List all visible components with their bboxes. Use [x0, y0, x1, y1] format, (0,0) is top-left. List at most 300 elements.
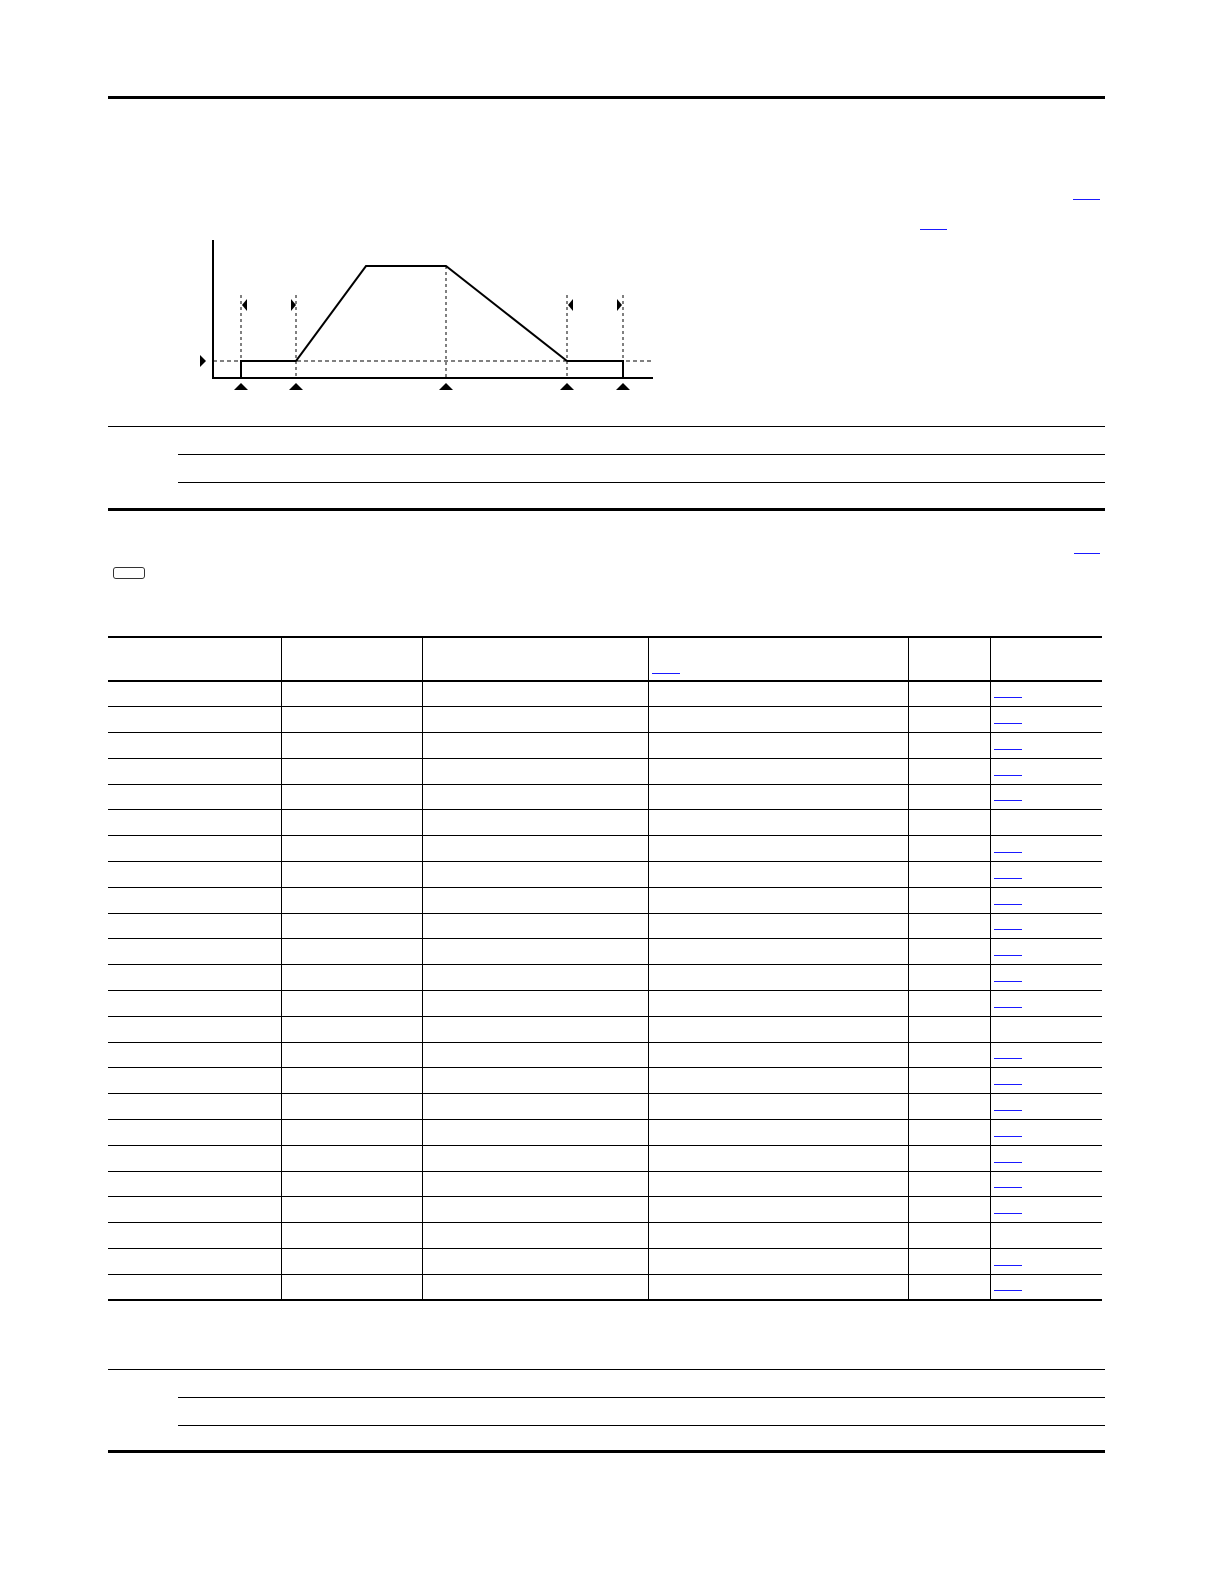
cell-text	[108, 960, 281, 964]
cell-text	[909, 831, 990, 835]
table-cell-reference[interactable]	[990, 965, 1102, 991]
table-row	[108, 681, 1102, 707]
timing-arrow-icon	[568, 299, 573, 311]
cell-text	[649, 780, 908, 784]
table-cell	[108, 733, 281, 759]
table-cell	[281, 784, 422, 810]
table-cell	[422, 1068, 648, 1094]
table-cell	[108, 862, 281, 888]
cell-text	[282, 986, 422, 990]
table-header-row	[108, 637, 1102, 681]
cell-text	[282, 1038, 422, 1042]
table-cell	[648, 1120, 908, 1146]
table-cell	[281, 1223, 422, 1249]
cross-reference-link[interactable]	[1074, 553, 1100, 554]
table-cell	[422, 862, 648, 888]
cell-text	[282, 1192, 422, 1196]
table-header-cell	[990, 637, 1102, 681]
page-reference-link[interactable]	[994, 1136, 1022, 1137]
table-cell	[648, 784, 908, 810]
timing-arrow-icon	[617, 299, 622, 311]
table-cell	[108, 681, 281, 707]
cell-text	[649, 1244, 908, 1248]
table-row	[108, 1094, 1102, 1120]
cell-text	[909, 857, 990, 861]
cell-text	[423, 831, 648, 835]
page-reference-link[interactable]	[994, 929, 1022, 930]
cell-text	[909, 1063, 990, 1067]
table-cell	[908, 1223, 990, 1249]
table-cell-reference[interactable]	[990, 1274, 1102, 1300]
table-cell	[908, 1042, 990, 1068]
cell-text	[649, 728, 908, 732]
table-cell	[281, 1042, 422, 1068]
rounded-key-icon	[113, 567, 145, 579]
cell-text	[282, 805, 422, 809]
table-cell	[108, 1042, 281, 1068]
cell-text	[108, 728, 281, 732]
table-cell-reference[interactable]	[990, 1068, 1102, 1094]
page-reference-link[interactable]	[994, 1110, 1022, 1111]
table-row	[108, 836, 1102, 862]
table-cell	[281, 1145, 422, 1171]
cell-text	[108, 1167, 281, 1171]
table-cell	[108, 913, 281, 939]
table-cell	[281, 758, 422, 784]
table-cell-reference[interactable]	[990, 1145, 1102, 1171]
cell-text	[282, 728, 422, 732]
table-cell	[422, 913, 648, 939]
cell-text	[423, 780, 648, 784]
page-reference-link[interactable]	[994, 904, 1022, 905]
table-cell	[422, 1197, 648, 1223]
table-row	[108, 1223, 1102, 1249]
cell-text	[282, 1218, 422, 1222]
cell-text	[649, 1038, 908, 1042]
cell-text	[649, 1270, 908, 1274]
table-row	[108, 1016, 1102, 1042]
table-cell	[648, 1068, 908, 1094]
cell-text	[282, 1063, 422, 1067]
page-reference-link[interactable]	[994, 749, 1022, 750]
cell-text	[282, 934, 422, 938]
cell-text	[649, 986, 908, 990]
table-header-cell	[108, 637, 281, 681]
table-row	[108, 991, 1102, 1017]
table-row	[108, 707, 1102, 733]
table-row	[108, 1249, 1102, 1275]
table-cell-reference[interactable]	[990, 1042, 1102, 1068]
cell-text	[282, 909, 422, 913]
section-rule	[108, 1369, 1105, 1370]
cell-text	[108, 1012, 281, 1016]
table-row	[108, 1042, 1102, 1068]
cell-text	[909, 1141, 990, 1145]
cell-text	[108, 857, 281, 861]
cell-text	[108, 831, 281, 835]
table-body	[108, 681, 1102, 1300]
page-reference-link[interactable]	[994, 1265, 1022, 1266]
cell-text	[909, 1218, 990, 1222]
table-cell	[281, 836, 422, 862]
section-end-rule	[108, 508, 1105, 511]
table-cell	[281, 1249, 422, 1275]
cell-text	[282, 754, 422, 758]
table-cell	[648, 965, 908, 991]
table-cell	[108, 1171, 281, 1197]
table-header-cell	[422, 637, 648, 681]
cell-text	[108, 1089, 281, 1093]
table-cell-reference[interactable]	[990, 733, 1102, 759]
table-cell	[648, 1145, 908, 1171]
cell-text	[649, 1089, 908, 1093]
cell-text	[108, 702, 281, 706]
table-cell	[108, 1120, 281, 1146]
cell-text	[649, 754, 908, 758]
cell-text	[423, 1218, 648, 1222]
cell-text	[909, 1115, 990, 1119]
cell-text	[649, 702, 908, 706]
cell-text	[423, 754, 648, 758]
table-cell	[648, 1171, 908, 1197]
cell-text	[909, 1012, 990, 1016]
table-cell	[908, 1120, 990, 1146]
table-cell	[108, 1223, 281, 1249]
table-cell	[281, 1171, 422, 1197]
table-cell	[648, 681, 908, 707]
table-cell	[281, 1197, 422, 1223]
table-cell	[108, 784, 281, 810]
cell-text	[423, 1063, 648, 1067]
table-cell	[908, 991, 990, 1017]
table-cell	[108, 887, 281, 913]
cell-text	[423, 1089, 648, 1093]
page-reference-link[interactable]	[994, 723, 1022, 724]
event-marker-icon	[234, 383, 248, 390]
cell-text	[649, 909, 908, 913]
page-reference-link[interactable]	[994, 955, 1022, 956]
cell-text	[282, 960, 422, 964]
cell-text	[649, 1063, 908, 1067]
table-cell	[281, 965, 422, 991]
table-cell	[422, 1016, 648, 1042]
table-cell	[422, 1171, 648, 1197]
cell-text	[909, 1244, 990, 1248]
cell-text	[108, 1141, 281, 1145]
table-row	[108, 965, 1102, 991]
timing-arrow-icon	[242, 299, 247, 311]
table-cell	[648, 758, 908, 784]
cell-text	[909, 883, 990, 887]
cell-text	[423, 805, 648, 809]
table-cell	[422, 1120, 648, 1146]
table-cell	[108, 965, 281, 991]
table-cell	[281, 862, 422, 888]
table-row	[108, 1145, 1102, 1171]
page-reference-link[interactable]	[994, 1162, 1022, 1163]
section-rule	[108, 426, 1105, 427]
page-reference-link[interactable]	[994, 775, 1022, 776]
cell-text	[108, 1295, 281, 1299]
table-cell	[908, 1197, 990, 1223]
table-row	[108, 1171, 1102, 1197]
cell-text	[423, 702, 648, 706]
event-marker-icon	[616, 383, 630, 390]
cell-text	[909, 728, 990, 732]
cell-text	[909, 805, 990, 809]
page-reference-link[interactable]	[994, 697, 1022, 698]
cell-text	[423, 1141, 648, 1145]
table-cell	[281, 991, 422, 1017]
table-cell	[648, 1197, 908, 1223]
cell-text	[108, 1038, 281, 1042]
cell-text	[423, 1115, 648, 1119]
cell-text	[108, 934, 281, 938]
cell-text	[108, 1244, 281, 1248]
table-cell	[648, 1249, 908, 1275]
table-cell	[908, 1145, 990, 1171]
header-link[interactable]	[652, 673, 680, 674]
page-reference-link[interactable]	[994, 1290, 1022, 1291]
cell-text	[282, 1167, 422, 1171]
table-cell	[908, 1068, 990, 1094]
section-rule	[178, 1397, 1105, 1398]
cell-text	[649, 934, 908, 938]
table-cell-reference[interactable]	[990, 1094, 1102, 1120]
table-cell	[422, 784, 648, 810]
cell-text	[423, 1038, 648, 1042]
cell-text	[108, 1115, 281, 1119]
cell-text	[909, 780, 990, 784]
table-cell	[422, 991, 648, 1017]
page-reference-link[interactable]	[994, 1213, 1022, 1214]
cell-text	[909, 960, 990, 964]
table-cell	[108, 1068, 281, 1094]
table-header-cell	[908, 637, 990, 681]
table-row	[108, 733, 1102, 759]
cell-text	[909, 934, 990, 938]
cell-text	[108, 780, 281, 784]
cell-text	[909, 986, 990, 990]
table-cell-reference[interactable]	[990, 707, 1102, 733]
table-cell	[422, 836, 648, 862]
cell-text	[649, 1012, 908, 1016]
table-cell	[908, 887, 990, 913]
table-cell	[108, 939, 281, 965]
table-cell	[281, 1068, 422, 1094]
table-cell	[908, 836, 990, 862]
table-cell	[648, 862, 908, 888]
table-cell-reference[interactable]	[990, 991, 1102, 1017]
page-reference-link[interactable]	[994, 981, 1022, 982]
table-cell	[422, 1223, 648, 1249]
cell-text	[649, 1192, 908, 1196]
table-cell	[908, 810, 990, 836]
table-cell	[422, 681, 648, 707]
page-reference-link[interactable]	[994, 852, 1022, 853]
cell-text	[909, 1270, 990, 1274]
level-marker-icon	[200, 355, 206, 367]
table-cell	[648, 939, 908, 965]
table-cell	[281, 1274, 422, 1300]
table-cell-reference[interactable]	[990, 913, 1102, 939]
event-marker-icon	[289, 383, 303, 390]
table-cell	[648, 1016, 908, 1042]
table-cell	[281, 939, 422, 965]
table-cell-reference	[990, 810, 1102, 836]
cell-text	[423, 1192, 648, 1196]
table-cell	[108, 1249, 281, 1275]
cell-text	[282, 831, 422, 835]
table-cell	[908, 784, 990, 810]
table-cell-reference[interactable]	[990, 1249, 1102, 1275]
table-row	[108, 810, 1102, 836]
table-cell	[908, 1274, 990, 1300]
table-cell	[422, 1042, 648, 1068]
cell-text	[423, 1244, 648, 1248]
table-cell-reference[interactable]	[990, 1197, 1102, 1223]
table-cell	[908, 681, 990, 707]
table-cell	[422, 939, 648, 965]
table-cell	[281, 681, 422, 707]
table-cell	[281, 887, 422, 913]
table-cell	[422, 1145, 648, 1171]
cell-text	[108, 883, 281, 887]
cell-text	[282, 1012, 422, 1016]
cell-text	[108, 1192, 281, 1196]
table-row	[108, 862, 1102, 888]
page-reference-link[interactable]	[994, 878, 1022, 879]
table-cell	[648, 913, 908, 939]
table-cell	[908, 758, 990, 784]
cell-text	[423, 934, 648, 938]
table-cell	[908, 733, 990, 759]
page-reference-link[interactable]	[994, 800, 1022, 801]
table-cell	[281, 1094, 422, 1120]
table-cell	[648, 836, 908, 862]
cell-text	[423, 883, 648, 887]
cell-text	[282, 1115, 422, 1119]
table-cell	[281, 913, 422, 939]
table-cell	[108, 991, 281, 1017]
table-cell-reference[interactable]	[990, 758, 1102, 784]
table-cell	[648, 991, 908, 1017]
cell-text	[649, 831, 908, 835]
table-cell	[422, 758, 648, 784]
speed-profile-diagram	[190, 230, 670, 400]
table-cell	[422, 965, 648, 991]
table-header-cell	[281, 637, 422, 681]
table-cell	[648, 707, 908, 733]
cell-text	[108, 986, 281, 990]
table-row	[108, 1120, 1102, 1146]
table-cell	[108, 1274, 281, 1300]
cell-text	[649, 1167, 908, 1171]
cell-text	[423, 857, 648, 861]
table-cell	[422, 707, 648, 733]
table-cell-reference[interactable]	[990, 939, 1102, 965]
cell-text	[423, 1270, 648, 1274]
page-reference-link[interactable]	[994, 1187, 1022, 1188]
cell-text	[108, 754, 281, 758]
table-cell	[908, 707, 990, 733]
cell-text	[282, 857, 422, 861]
cell-text	[649, 857, 908, 861]
page-header-rule	[108, 96, 1105, 99]
table-cell-reference[interactable]	[990, 887, 1102, 913]
table-cell-reference[interactable]	[990, 681, 1102, 707]
table-row	[108, 758, 1102, 784]
cell-text	[282, 1089, 422, 1093]
table-cell-reference[interactable]	[990, 836, 1102, 862]
table-cell	[908, 862, 990, 888]
table-cell	[108, 1016, 281, 1042]
table-cell	[908, 965, 990, 991]
table-row	[108, 1274, 1102, 1300]
table-cell	[422, 810, 648, 836]
cell-text	[909, 702, 990, 706]
cell-text	[423, 1012, 648, 1016]
table-cell	[281, 1120, 422, 1146]
cell-text	[649, 1218, 908, 1222]
table-cell	[422, 887, 648, 913]
table-cell-reference[interactable]	[990, 1120, 1102, 1146]
table-cell	[908, 1016, 990, 1042]
cell-text	[909, 1089, 990, 1093]
table-row	[108, 784, 1102, 810]
table-row	[108, 887, 1102, 913]
section-rule	[178, 1425, 1105, 1426]
table-cell	[108, 1145, 281, 1171]
cell-text	[649, 960, 908, 964]
cell-text	[649, 883, 908, 887]
page-reference-link[interactable]	[994, 1058, 1022, 1059]
cell-text	[282, 780, 422, 784]
table-cell	[422, 1249, 648, 1275]
cell-text	[909, 1038, 990, 1042]
table-cell-reference[interactable]	[990, 1171, 1102, 1197]
cell-text	[282, 702, 422, 706]
page-reference-link[interactable]	[994, 1084, 1022, 1085]
cell-text	[108, 909, 281, 913]
cross-reference-link[interactable]	[920, 229, 947, 230]
cell-text	[423, 986, 648, 990]
cell-text	[423, 960, 648, 964]
cell-text	[423, 1295, 648, 1299]
table-cell	[908, 939, 990, 965]
table-cell	[908, 1094, 990, 1120]
cell-text	[282, 1244, 422, 1248]
table-cell-reference	[990, 1016, 1102, 1042]
cell-text	[423, 909, 648, 913]
cell-text	[649, 1141, 908, 1145]
table-cell	[422, 1274, 648, 1300]
table-cell	[908, 1171, 990, 1197]
page-reference-link[interactable]	[994, 1007, 1022, 1008]
cell-text	[108, 1270, 281, 1274]
table-cell	[108, 1197, 281, 1223]
table-cell	[422, 733, 648, 759]
timing-arrow-icon	[291, 299, 296, 311]
table-cell-reference[interactable]	[990, 784, 1102, 810]
table-cell-reference[interactable]	[990, 862, 1102, 888]
table-cell	[281, 810, 422, 836]
table-cell	[648, 887, 908, 913]
cross-reference-link[interactable]	[1073, 199, 1100, 200]
cell-text	[649, 1115, 908, 1119]
cell-text	[108, 805, 281, 809]
cell-text	[282, 1295, 422, 1299]
